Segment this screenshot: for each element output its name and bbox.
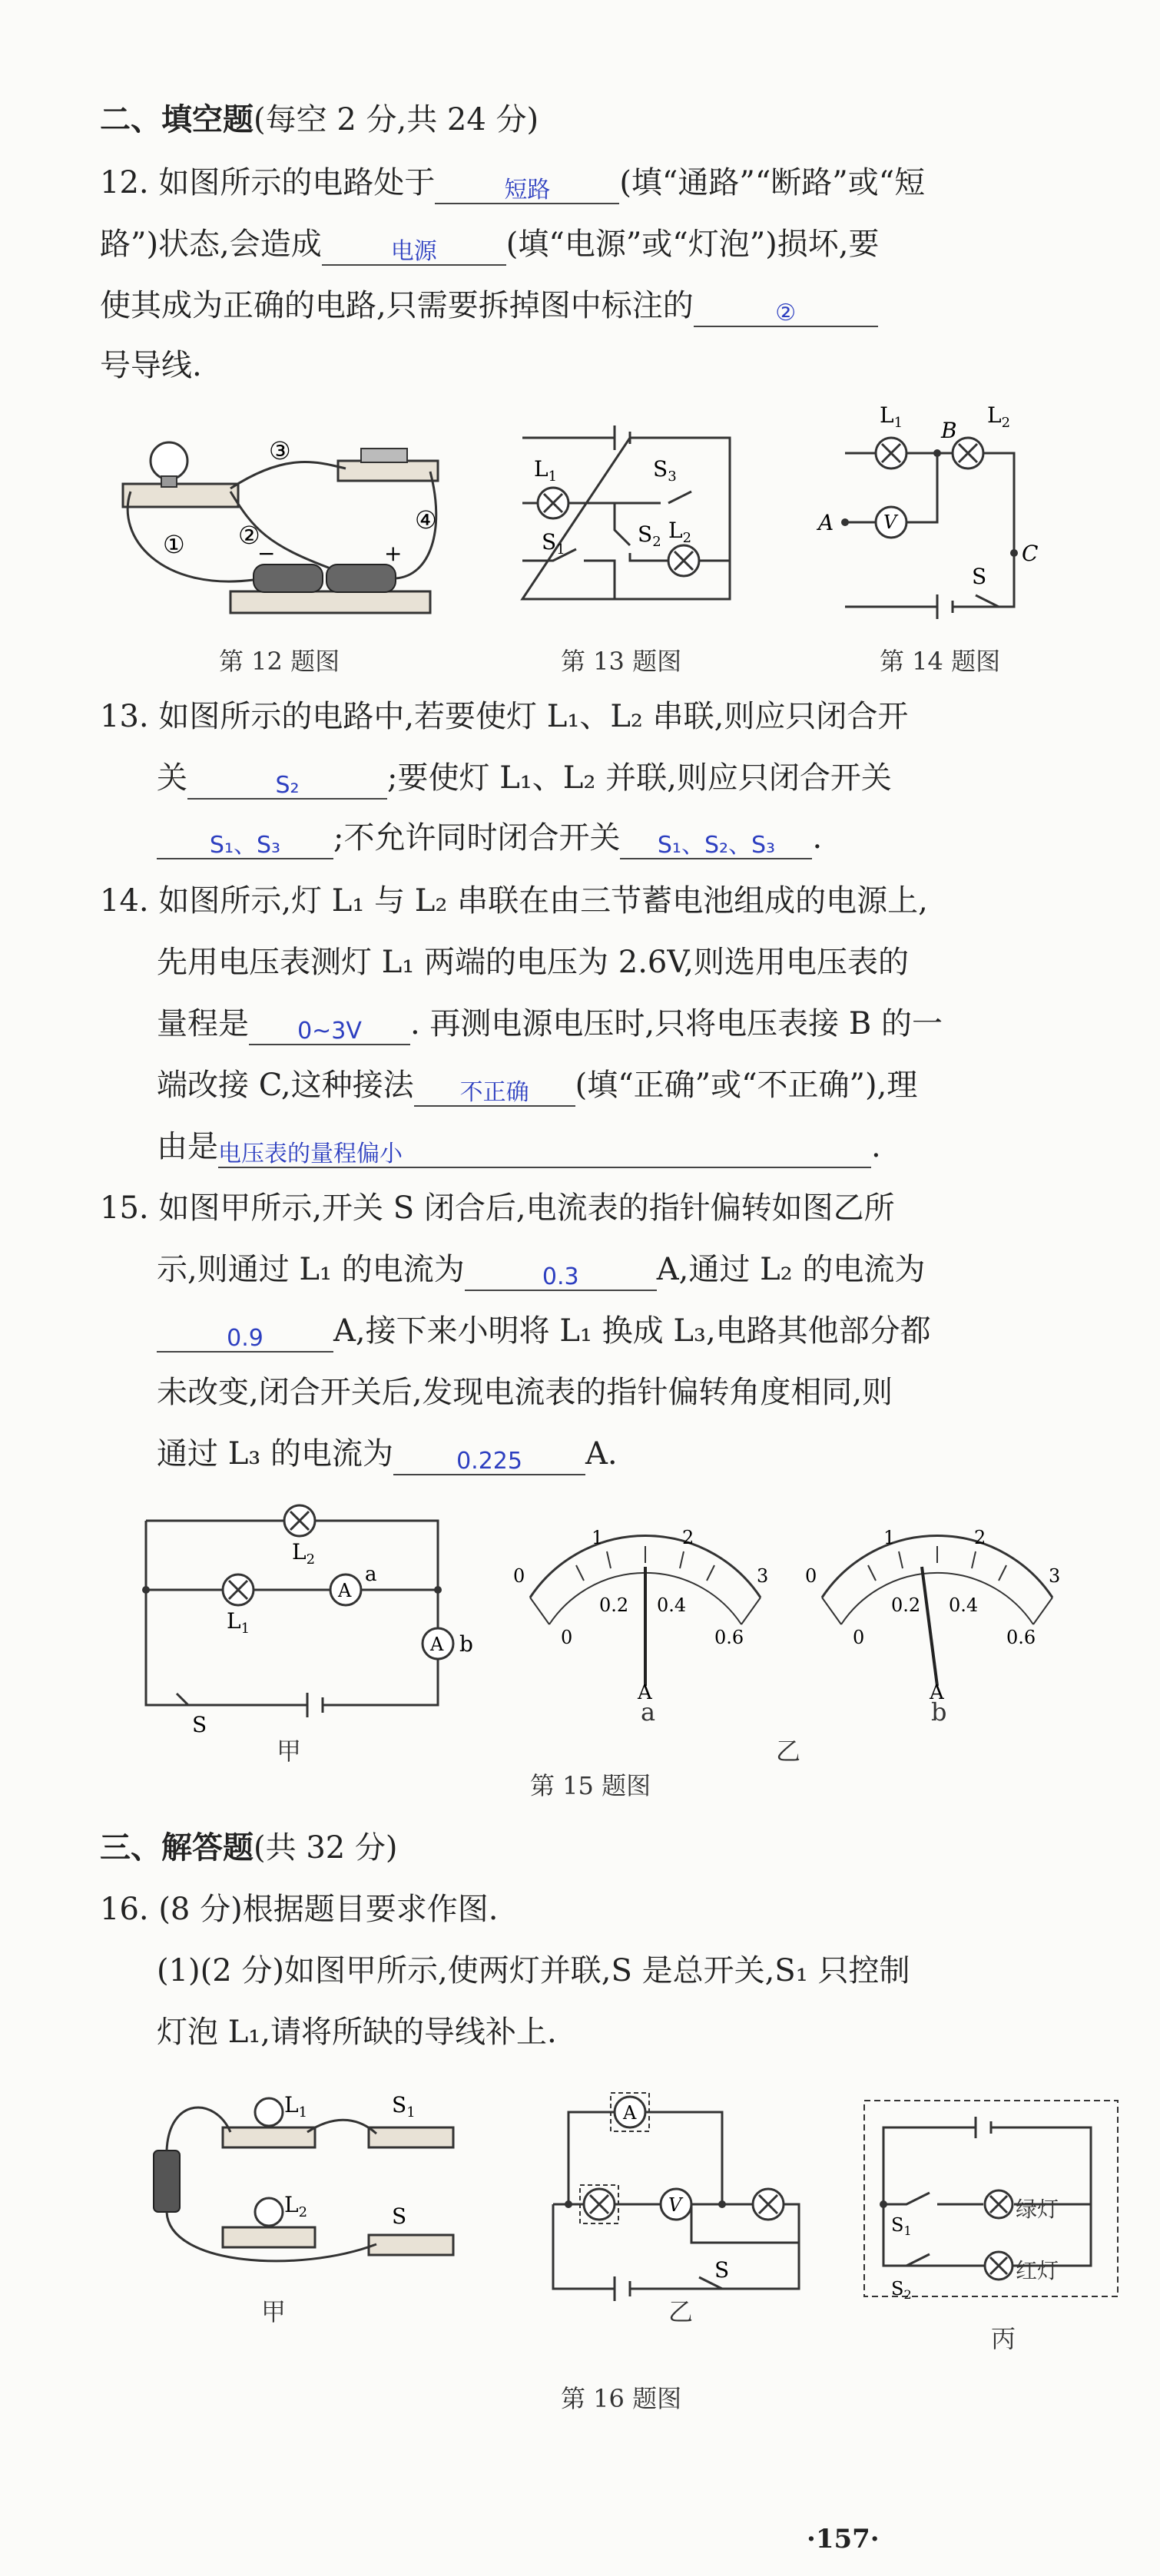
q14-blank2: 不正确 [414,1065,575,1107]
svg-text:S: S [392,2204,407,2229]
fig16-circuit-bing [860,2097,1122,2304]
svg-text:②: ② [238,521,260,550]
fig15-yi-label: 乙 [776,1737,801,1766]
svg-text:A: A [638,1681,652,1704]
fig12-physical-circuit [115,415,461,622]
svg-text:④: ④ [415,505,437,535]
svg-text:A: A [338,1580,352,1601]
q14-blank3: 电压表的量程偏小 [218,1127,871,1168]
svg-text:0: 0 [561,1627,573,1648]
fig12-caption: 第 12 题图 [219,647,340,676]
svg-text:−: − [257,541,276,566]
svg-text:V: V [668,2194,682,2216]
q12-line1: 12. 如图所示的电路处于 短路 (填“通路”“断路”或“短 [100,161,925,204]
q12-blank1: 短路 [435,163,619,204]
q15-line2: 示,则通过 L₁ 的电流为 0.3 A,通过 L₂ 的电流为 [157,1248,925,1291]
svg-text:0: 0 [805,1565,817,1587]
q14-blank1: 0~3V [249,1004,410,1045]
svg-text:①: ① [163,530,185,559]
fig16-jia-label: 甲 [261,2297,287,2326]
svg-text:V: V [883,512,897,533]
fig16-red-light-label: 红灯 [1016,2258,1059,2283]
q13-blank3: S₁、S₂、S₃ [620,818,812,859]
svg-text:3: 3 [757,1565,769,1587]
svg-text:L2: $L_2$ [284,2192,308,2220]
fig16-circuit-yi [538,2081,814,2304]
q14-line1: 14. 如图所示,灯 L₁ 与 L₂ 串联在由三节蓄电池组成的电源上, [100,883,928,919]
q12-line4: 号导线. [100,348,202,383]
svg-text:L1: $L_1$ [534,456,558,485]
q14-line4: 端改接 C,这种接法 不正确 (填“正确”或“不正确”),理 [157,1064,917,1107]
fig16-physical-jia [146,2081,469,2289]
fig15-meter-a [507,1521,784,1713]
svg-text:A: A [430,1634,444,1655]
q12-line3: 使其成为正确的电路,只需要拆掉图中标注的 ② [100,284,878,327]
svg-text:S: S [972,564,987,589]
svg-text:0: 0 [853,1627,865,1648]
svg-text:A: A [930,1681,944,1704]
fig14-circuit-diagram [814,399,1075,622]
svg-text:A: A [818,510,834,535]
svg-text:0.4: 0.4 [949,1594,979,1616]
svg-text:S1: $S_1$ [392,2092,416,2121]
svg-text:b: b [459,1631,473,1657]
fig15-meter-a-label: a [641,1697,656,1727]
svg-text:S: S [192,1712,207,1737]
q13-blank1: S₂ [187,758,387,800]
svg-text:L2: $L_2$ [987,402,1011,431]
svg-text:0: 0 [513,1565,525,1587]
q15-blank3: 0.225 [393,1434,585,1475]
fig13-caption: 第 13 题图 [561,647,682,676]
svg-text:L1: $L_1$ [227,1608,250,1637]
q15-line3: 0.9 A,接下来小明将 L₁ 换成 L₃,电路其他部分都 [157,1310,931,1353]
svg-text:S1: $S_1$ [891,2214,912,2238]
q15-line4: 未改变,闭合开关后,发现电流表的指针偏转角度相同,则 [157,1375,893,1410]
svg-text:0.2: 0.2 [891,1594,921,1616]
q15-blank2: 0.9 [157,1311,333,1353]
fig15-circuit-jia [131,1475,484,1766]
svg-text:L2: $L_2$ [668,518,692,546]
q12-line2: 路”)状态,会造成 电源 (填“电源”或“灯泡”)损坏,要 [100,223,880,266]
svg-text:L1: $L_1$ [880,402,903,431]
svg-text:0.6: 0.6 [714,1627,744,1648]
svg-text:S1: $S_1$ [542,529,565,558]
q14-line2: 先用电压表测灯 L₁ 两端的电压为 2.6V,则选用电压表的 [157,945,909,980]
svg-text:S2: $S_2$ [638,521,661,550]
fig14-caption: 第 14 题图 [880,647,1001,676]
q12-blank3: ② [694,286,878,327]
svg-text:C: C [1022,541,1039,566]
section-3-heading: 三、解答题(共 32 分) [100,1829,398,1866]
svg-text:1: 1 [592,1527,604,1548]
fig15-meter-b [799,1521,1075,1713]
svg-text:S: S [714,2257,730,2283]
svg-text:2: 2 [974,1527,986,1548]
q16-line2: (1)(2 分)如图甲所示,使两灯并联,S 是总开关,S₁ 只控制 [157,1953,910,1988]
q16-line3: 灯泡 L₁,请将所缺的导线补上. [157,2015,557,2050]
svg-text:L2: $L_2$ [292,1539,316,1568]
q15-line5: 通过 L₃ 的电流为 0.225 A. [157,1432,618,1475]
svg-text:L1: $L_1$ [284,2092,308,2121]
svg-text:③: ③ [269,436,291,465]
svg-text:S2: $S_2$ [891,2278,912,2302]
svg-text:A: A [623,2102,637,2124]
fig16-green-light-label: 绿灯 [1016,2197,1059,2222]
q14-line3: 量程是 0~3V . 再测电源电压时,只将电压表接 B 的一 [157,1002,943,1045]
svg-text:0.2: 0.2 [599,1594,629,1616]
q12-blank2: 电源 [322,224,506,266]
svg-text:1: 1 [883,1527,896,1548]
svg-text:0.4: 0.4 [657,1594,687,1616]
fig13-circuit-diagram [507,415,753,622]
fig15-meter-b-label: b [931,1697,947,1727]
svg-text:3: 3 [1049,1565,1061,1587]
q16-line1: 16. (8 分)根据题目要求作图. [100,1892,499,1927]
fig15-jia-label: 甲 [277,1737,302,1766]
q13-blank2: S₁、S₃ [157,818,333,859]
fig16-yi-label: 乙 [668,2297,694,2326]
fig16-caption: 第 16 题图 [561,2384,682,2413]
page-number: ·157· [807,2524,880,2554]
fig15-caption: 第 15 题图 [530,1771,651,1800]
q14-line5: 由是电压表的量程偏小 . [157,1125,881,1168]
q15-line1: 15. 如图甲所示,开关 S 闭合后,电流表的指针偏转如图乙所 [100,1190,895,1226]
q13-line2: 关 S₂ ;要使灯 L₁、L₂ 并联,则应只闭合开关 [157,757,892,800]
svg-text:B: B [941,418,957,443]
svg-text:+: + [384,541,403,566]
section-2-heading: 二、填空题(每空 2 分,共 24 分) [100,101,539,137]
svg-text:0.6: 0.6 [1006,1627,1036,1648]
q13-line1: 13. 如图所示的电路中,若要使灯 L₁、L₂ 串联,则应只闭合开 [100,699,909,734]
svg-text:S3: $S_3$ [653,456,677,485]
q15-blank1: 0.3 [465,1250,657,1291]
svg-text:a: a [365,1563,377,1586]
q13-line3: S₁、S₃ ;不允许同时闭合开关 S₁、S₂、S₃ . [157,816,822,859]
svg-text:2: 2 [682,1527,694,1548]
fig16-bing-label: 丙 [991,2324,1016,2353]
